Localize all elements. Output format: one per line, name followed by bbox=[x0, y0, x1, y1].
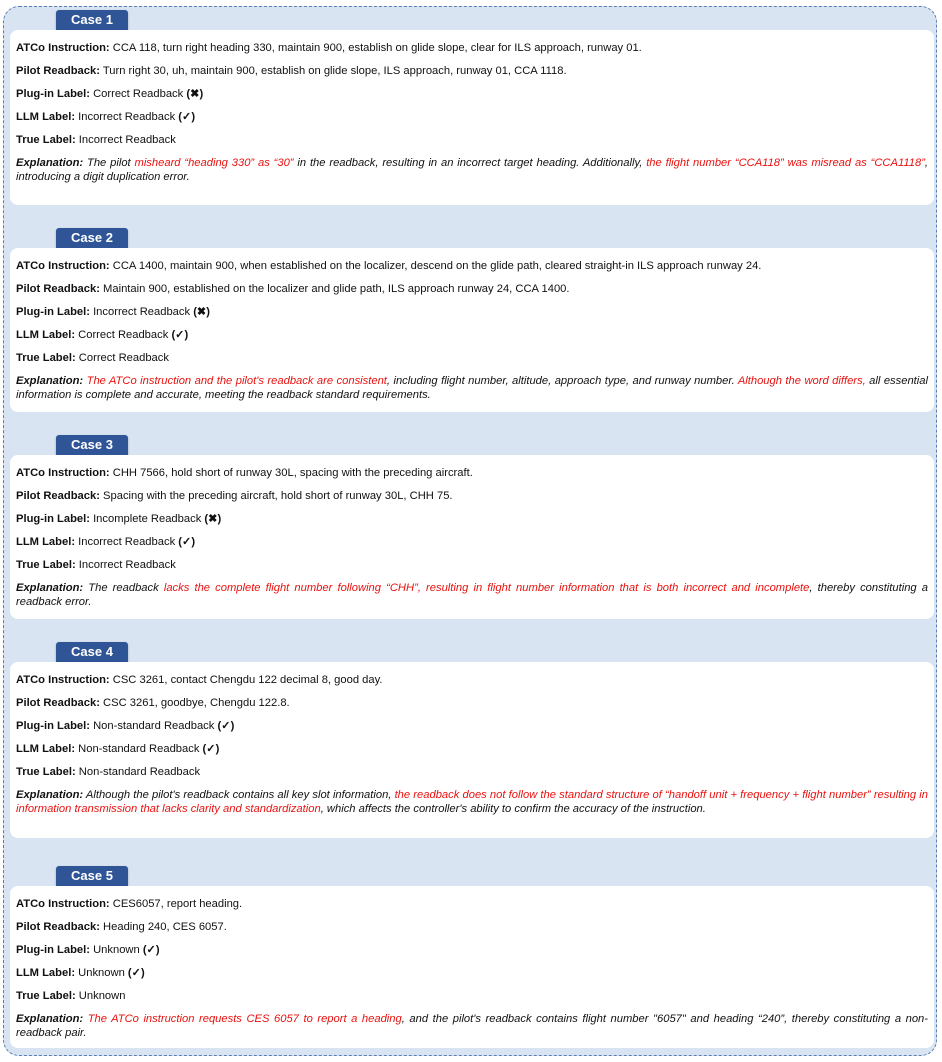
explanation-text: The pilot bbox=[87, 157, 135, 169]
case-instruction-line bbox=[16, 41, 928, 55]
case-tab: Case 1 bbox=[56, 10, 128, 30]
llm-value: Correct Readback bbox=[78, 329, 169, 341]
instruction-value: CES6057, report heading. bbox=[112, 898, 243, 910]
case-instruction-line bbox=[16, 466, 928, 480]
explanation-text: , and the pilot's readback contains flight number "6057" and heading “240”, thereby constituting a non-readback pair. bbox=[16, 1013, 928, 1039]
readback-label: Pilot Readback: bbox=[16, 65, 100, 77]
llm-label: LLM Label: bbox=[16, 967, 76, 979]
case-plugin-line bbox=[16, 305, 928, 319]
explanation-paragraph bbox=[16, 156, 928, 184]
readback-label: Pilot Readback: bbox=[16, 921, 100, 933]
verdict-mark: (✖) bbox=[186, 88, 204, 100]
truth-label: True Label: bbox=[16, 134, 76, 146]
readback-value: CSC 3261, goodbye, Chengdu 122.8. bbox=[103, 697, 290, 709]
case-truth-line bbox=[16, 558, 928, 572]
instruction-label: ATCo Instruction: bbox=[16, 898, 110, 910]
case-card bbox=[10, 886, 934, 1048]
truth-label: True Label: bbox=[16, 559, 76, 571]
plugin-label: Plug-in Label: bbox=[16, 944, 90, 956]
explanation-paragraph bbox=[16, 581, 928, 609]
llm-value: Unknown bbox=[78, 967, 125, 979]
case-readback-line bbox=[16, 696, 928, 710]
truth-value: Incorrect Readback bbox=[78, 559, 176, 571]
case-card bbox=[10, 455, 934, 619]
explanation-highlight: misheard “heading 330” as “30” bbox=[134, 157, 294, 169]
case-card bbox=[10, 248, 934, 412]
explanation-paragraph bbox=[16, 1012, 928, 1040]
truth-label: True Label: bbox=[16, 766, 76, 778]
llm-value: Incorrect Readback bbox=[78, 111, 176, 123]
case-llm-line bbox=[16, 966, 928, 980]
instruction-value: CCA 1400, maintain 900, when established on the localizer, descend on the glide path, cleared straight-in ILS approach runway 24. bbox=[112, 260, 762, 272]
case-tab: Case 4 bbox=[56, 642, 128, 662]
case-truth-line bbox=[16, 133, 928, 147]
plugin-label: Plug-in Label: bbox=[16, 88, 90, 100]
readback-label: Pilot Readback: bbox=[16, 283, 100, 295]
llm-label: LLM Label: bbox=[16, 111, 76, 123]
explanation-highlight: the readback does not follow the standard structure of “handoff unit + frequency + flight number” resulting in information transmission that lacks clarity and standardization bbox=[16, 789, 928, 815]
case-plugin-line bbox=[16, 87, 928, 101]
verdict-mark: (✓) bbox=[202, 743, 220, 755]
truth-value: Unknown bbox=[78, 990, 126, 1002]
explanation-text: , thereby constituting a readback error. bbox=[16, 582, 929, 608]
instruction-label: ATCo Instruction: bbox=[16, 42, 110, 54]
truth-value: Correct Readback bbox=[78, 352, 169, 364]
case-plugin-line bbox=[16, 943, 928, 957]
explanation-highlight: The ATCo instruction requests CES 6057 to report a heading bbox=[87, 1013, 402, 1025]
llm-label: LLM Label: bbox=[16, 536, 76, 548]
readback-value: Spacing with the preceding aircraft, hold short of runway 30L, CHH 75. bbox=[103, 490, 453, 502]
llm-value: Incorrect Readback bbox=[78, 536, 176, 548]
plugin-value: Correct Readback bbox=[93, 88, 184, 100]
plugin-value: Unknown bbox=[93, 944, 140, 956]
explanation-highlight: lacks the complete flight number following “CHH”, resulting in flight number information that is both incorrect and incomplete bbox=[163, 582, 810, 594]
case-readback-line bbox=[16, 489, 928, 503]
explanation-text: , introducing a digit duplication error. bbox=[16, 157, 929, 183]
explanation-label: Explanation: bbox=[16, 582, 84, 594]
explanation-text: The readback bbox=[88, 582, 164, 594]
plugin-value: Incomplete Readback bbox=[93, 513, 202, 525]
explanation-text: in the readback, resulting in an incorrect target heading. Additionally, bbox=[293, 157, 647, 169]
explanation-paragraph bbox=[16, 374, 928, 402]
instruction-value: CHH 7566, hold short of runway 30L, spacing with the preceding aircraft. bbox=[112, 467, 473, 479]
explanation-label: Explanation: bbox=[16, 789, 84, 801]
case-readback-line bbox=[16, 920, 928, 934]
readback-label: Pilot Readback: bbox=[16, 490, 100, 502]
explanation-highlight: Although the word differs, bbox=[737, 375, 866, 387]
truth-label: True Label: bbox=[16, 990, 76, 1002]
explanation-text: , which affects the controller's ability to confirm the accuracy of the instruction. bbox=[320, 803, 706, 815]
case-readback-line bbox=[16, 282, 928, 296]
case-truth-line bbox=[16, 765, 928, 779]
case-instruction-line bbox=[16, 259, 928, 273]
case-instruction-line bbox=[16, 897, 928, 911]
case-llm-line bbox=[16, 328, 928, 342]
readback-value: Heading 240, CES 6057. bbox=[103, 921, 227, 933]
explanation-label: Explanation: bbox=[16, 1013, 84, 1025]
verdict-mark: (✓) bbox=[217, 720, 235, 732]
explanation-text: , including flight number, altitude, approach type, and runway number. bbox=[386, 375, 738, 387]
explanation-highlight: The ATCo instruction and the pilot's readback are consistent bbox=[86, 375, 387, 387]
readback-value: Turn right 30, uh, maintain 900, establish on glide slope, ILS approach, runway 01, CCA 1118. bbox=[102, 65, 567, 77]
case-instruction-line bbox=[16, 673, 928, 687]
case-card bbox=[10, 662, 934, 838]
truth-value: Non-standard Readback bbox=[78, 766, 201, 778]
case-readback-line bbox=[16, 64, 928, 78]
explanation-highlight: the flight number “CCA118” was misread as “CCA1118” bbox=[646, 157, 925, 169]
instruction-value: CSC 3261, contact Chengdu 122 decimal 8, good day. bbox=[112, 674, 383, 686]
plugin-label: Plug-in Label: bbox=[16, 513, 90, 525]
case-tab: Case 2 bbox=[56, 228, 128, 248]
explanation-paragraph bbox=[16, 788, 928, 816]
verdict-mark: (✓) bbox=[142, 944, 160, 956]
readback-value: Maintain 900, established on the localizer and glide path, ILS approach runway 24, CCA 1400. bbox=[103, 283, 570, 295]
truth-value: Incorrect Readback bbox=[78, 134, 176, 146]
explanation-label: Explanation: bbox=[16, 375, 84, 387]
case-llm-line bbox=[16, 742, 928, 756]
case-tab: Case 3 bbox=[56, 435, 128, 455]
case-llm-line bbox=[16, 535, 928, 549]
llm-label: LLM Label: bbox=[16, 743, 76, 755]
verdict-mark: (✓) bbox=[171, 329, 189, 341]
verdict-mark: (✖) bbox=[204, 513, 222, 525]
instruction-label: ATCo Instruction: bbox=[16, 260, 110, 272]
instruction-label: ATCo Instruction: bbox=[16, 467, 110, 479]
case-tab: Case 5 bbox=[56, 866, 128, 886]
case-truth-line bbox=[16, 989, 928, 1003]
instruction-value: CCA 118, turn right heading 330, maintain 900, establish on glide slope, clear for ILS approach, runway 01. bbox=[112, 42, 642, 54]
instruction-label: ATCo Instruction: bbox=[16, 674, 110, 686]
verdict-mark: (✓) bbox=[127, 967, 145, 979]
explanation-label: Explanation: bbox=[16, 157, 84, 169]
readback-label: Pilot Readback: bbox=[16, 697, 100, 709]
llm-label: LLM Label: bbox=[16, 329, 76, 341]
case-truth-line bbox=[16, 351, 928, 365]
verdict-mark: (✖) bbox=[193, 306, 211, 318]
plugin-label: Plug-in Label: bbox=[16, 720, 90, 732]
case-card bbox=[10, 30, 934, 205]
plugin-label: Plug-in Label: bbox=[16, 306, 90, 318]
truth-label: True Label: bbox=[16, 352, 76, 364]
explanation-text: Although the pilot's readback contains all key slot information, bbox=[85, 789, 395, 801]
llm-value: Non-standard Readback bbox=[78, 743, 200, 755]
verdict-mark: (✓) bbox=[178, 111, 196, 123]
explanation-text: all essential information is complete and accurate, meeting the readback standard requirements. bbox=[16, 375, 928, 401]
case-plugin-line bbox=[16, 512, 928, 526]
verdict-mark: (✓) bbox=[178, 536, 196, 548]
plugin-value: Non-standard Readback bbox=[93, 720, 215, 732]
case-llm-line bbox=[16, 110, 928, 124]
case-plugin-line bbox=[16, 719, 928, 733]
plugin-value: Incorrect Readback bbox=[93, 306, 191, 318]
